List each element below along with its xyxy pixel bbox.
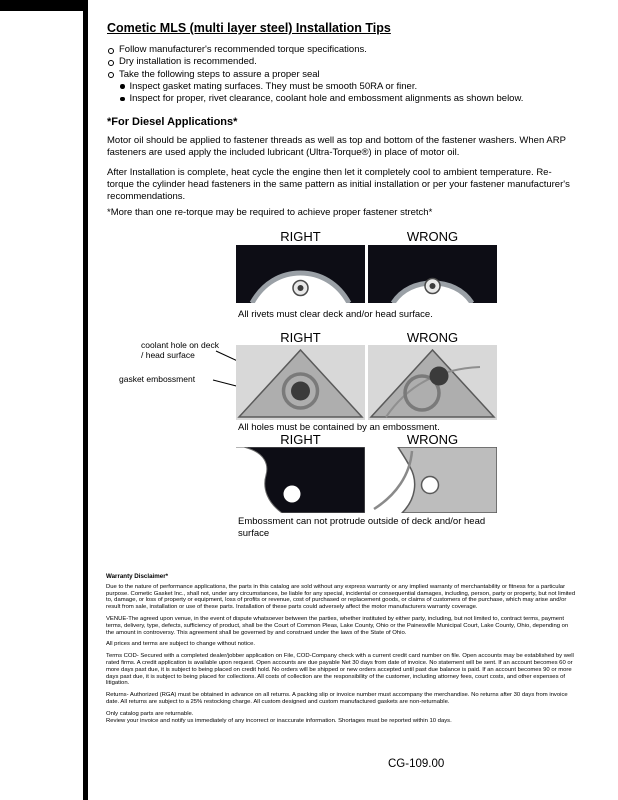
hole-right-diagram-graphic <box>236 345 365 420</box>
tip-text: Inspect gasket mating surfaces. They must be smooth 50RA or finer. <box>129 80 418 92</box>
list-item <box>106 44 586 56</box>
diesel-paragraph: Motor oil should be applied to fastener threads as well as top and bottom of the fastener washers. When ARP fasteners are used apply the included lubricant (Ultra-Torque®) in place of motor oil. <box>107 135 566 159</box>
filled-bullet-icon <box>120 97 125 102</box>
tips-list <box>106 44 586 105</box>
list-item <box>118 93 586 105</box>
embossment-right-diagram <box>236 447 365 513</box>
list-item <box>106 69 586 81</box>
open-bullet-icon <box>108 72 114 78</box>
hole-wrong-diagram <box>368 345 497 420</box>
open-bullet-icon <box>108 60 114 66</box>
legal-paragraph: Terms COD- Secured with a completed dealer/jobber application on File, COD-Company check with a current credit card number on file. Open accounts may be established by well rated firms. A credit application is available upon request. Open accounts are due payable Net 30 days from date of invoice. No statement will be sent. If an account becomes 60 or more days past due, it is subject to being placed on credit hold. No orders will be shipped or new orders accepted until past due balance is paid. If an account becomes 90 or more days past due, it is subject to being placed for collections. All costs of collection are the responsibility of the customer, including attorney fees, court costs, and other expenses of litigation. <box>106 653 574 687</box>
label-wrong-row3: WRONG <box>406 432 459 447</box>
tip-text: Inspect for proper, rivet clearance, coolant hole and embossment alignments as shown below. <box>129 93 524 105</box>
tip-text: Dry installation is recommended. <box>119 56 257 68</box>
rivet-right-diagram <box>236 245 365 303</box>
retorque-note: *More than one re-torque may be required to achieve proper fastener stretch* <box>107 207 433 218</box>
hole-wrong-diagram-graphic <box>368 345 497 420</box>
legal-paragraph: All prices and terms are subject to change without notice. <box>106 641 255 648</box>
tip-text: Take the following steps to assure a proper seal <box>119 68 320 80</box>
gasket-embossment-annotation: gasket embossment <box>119 374 196 384</box>
label-wrong-row2: WRONG <box>406 330 459 345</box>
rivets-caption: All rivets must clear deck and/or head surface. <box>238 309 433 320</box>
legal-paragraph: Only catalog parts are returnable. <box>106 710 194 717</box>
holes-caption: All holes must be contained by an embossment. <box>238 422 440 433</box>
hole-right-diagram <box>236 345 365 420</box>
rivet-right-diagram-graphic <box>236 245 365 303</box>
label-right-row1: RIGHT <box>280 229 321 244</box>
rivet-wrong-diagram-graphic <box>368 245 497 303</box>
label-right-row3: RIGHT <box>280 432 321 447</box>
label-wrong-row1: WRONG <box>406 229 459 244</box>
embossment-right-diagram-graphic <box>236 447 365 513</box>
embossment-wrong-diagram-graphic <box>368 447 497 513</box>
embossment-caption: Embossment can not protrude outside of deck and/or head surface <box>238 516 486 539</box>
legal-paragraph: VENUE-The agreed upon venue, in the event of dispute whatsoever between the parties, whether instituted by either party, including, but not limited to, contract terms, payment terms, delivery, type, defects, sufficiency of product, shall be the Court of Common Pleas, Lake County, Ohio or the Painesville Municipal Court, Lake County, Ohio, depending on the amount in controversy. This agreement shall be governed by and construed under the laws of the State of Ohio. <box>106 615 569 636</box>
legal-section <box>106 574 576 724</box>
list-item <box>106 56 586 68</box>
diesel-paragraph: After Installation is complete, heat cycle the engine then let it completely cool to ambient temperature. Re-torque the cylinder head fasteners in the same pattern as initial installation or per your fastener manufacturer's recommendations. <box>107 167 570 203</box>
page-title: Cometic MLS (multi layer steel) Installation Tips <box>107 21 391 35</box>
coolant-hole-annotation: coolant hole on deck / head surface <box>141 340 219 360</box>
warranty-disclaimer-heading: Warranty Disclaimer* <box>106 573 169 580</box>
label-right-row2: RIGHT <box>280 330 321 345</box>
legal-paragraph: Review your invoice and notify us immediately of any incorrect or inaccurate information. Shortages must be reported within 10 days. <box>106 717 452 724</box>
scan-artifact-left-edge <box>83 0 88 800</box>
filled-bullet-icon <box>120 84 125 89</box>
embossment-wrong-diagram <box>368 447 497 513</box>
open-bullet-icon <box>108 48 114 54</box>
legal-paragraph: Due to the nature of performance applications, the parts in this catalog are sold without any express warranty or any implied warranty of merchantability or fitness for a particular purpose. Cometic Gasket Inc., shall not, under any circumstances, be liable for any special, incidental or consequential damages, including, person, party or property, but not limited to, damage, or loss of property or equipment, loss of profits or revenue, cost of purchased or replacement goods, or claims of customers of the purchase, which may arise and/or result from sale, installation or use of these parts. Installation of these parts could adversely affect the motor manufacturers warranty coverage. <box>106 583 576 611</box>
scan-artifact-top <box>0 0 88 11</box>
rivet-wrong-diagram <box>368 245 497 303</box>
tip-text: Follow manufacturer's recommended torque specifications. <box>119 44 367 55</box>
diesel-applications-heading: *For Diesel Applications* <box>107 116 238 128</box>
list-item <box>118 81 586 93</box>
catalog-page-code: CG-109.00 <box>388 758 445 770</box>
legal-paragraph: Returns- Authorized (RGA) must be obtained in advance on all returns. A packing slip or invoice number must accompany the merchandise. No returns after 30 days from invoice date. All returns are subject to a 25% restocking charge. All custom designed and custom manufactured gaskets are non-returnable. <box>106 692 568 705</box>
